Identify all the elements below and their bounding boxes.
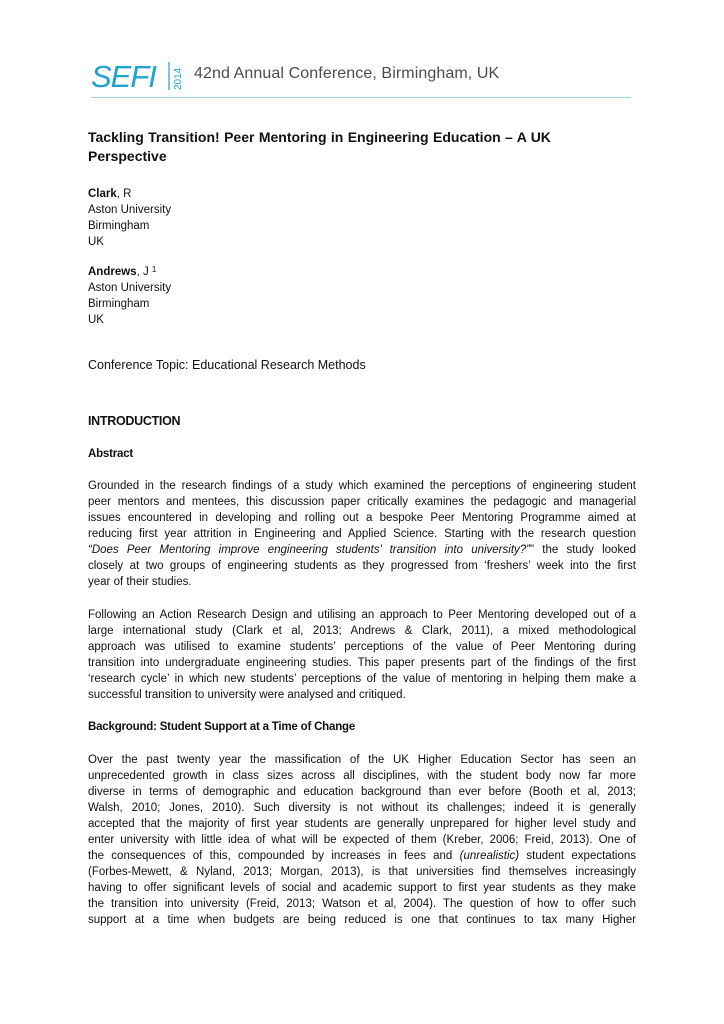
text-line: Walsh, 2010; Jones, 2010). Such diversity is not without its challenges; indeed it is generally [88,802,636,814]
text-line: Grounded in the research findings of a study which examined the perceptions of engineering student [88,480,636,492]
text-line: transition into undergraduate engineering studies. This paper presents part of the findings of the first [88,657,636,669]
conference-topic: Conference Topic: Educational Research Methods [88,358,366,372]
title-line-2: Perspective [88,148,167,164]
author-footnote-marker: 1 [151,265,157,274]
section-heading-introduction: INTRODUCTION [88,414,181,428]
text-line: accepted that the majority of first year students are generally unprepared for higher level study and [88,818,636,830]
author-block [88,186,388,250]
author-affiliation-country: UK [88,236,104,248]
author-name: Clark, R [88,188,132,200]
subheading-abstract: Abstract [88,448,134,460]
text-line: issues encountered in developing and rolling out a bespoke Peer Mentoring Programme aimed at [88,512,636,524]
author-block [88,264,388,328]
abstract-paragraph-2 [88,607,636,703]
text-line: successful transition to university were analysed and critiqued. [88,689,406,701]
svg-text:SEFI: SEFI [91,59,156,94]
text-line: closely at two groups of engineering students as they progressed from ‘freshers’ week into the first [88,560,636,572]
text-line: year of their studies. [88,576,192,588]
text-line: unprecedented growth in class sizes across all disciplines, with the student body now far more [88,770,636,782]
sefi-logo [91,58,191,94]
author-name: Andrews, J $^1$ [88,265,157,278]
text-line: approach was utilised to examine students’ perceptions of the value of Peer Mentoring during [88,641,636,653]
research-question: “Does Peer Mentoring improve engineering students’ transition into university?” [88,544,530,556]
emphasis-text: (unrealistic) [459,850,520,862]
text-line: Following an Action Research Design and utilising an approach to Peer Mentoring developed out of a [88,609,636,621]
author-affiliation-city: Birmingham [88,298,150,310]
text-line: Over the past twenty year the massification of the UK Higher Education Sector has seen an [88,754,636,766]
title-line-1: Tackling Transition! Peer Mentoring in Engineering Education – A UK [88,129,551,145]
subheading-background: Background: Student Support at a Time of Change [88,721,356,733]
conference-header [91,58,651,98]
header-divider [91,97,631,98]
abstract-paragraph-1 [88,478,636,590]
author-affiliation-country: UK [88,314,104,326]
text-line: reducing first year attrition in Engineering and Applied Science. Starting with the research question [88,528,636,540]
text-line: enter university with little idea of what will be expected of them (Kreber, 2006; Freid, 2013). One of [88,834,636,846]
text-line: ‘research cycle’ in which new students’ perceptions of the value of mentoring in helping them make a [88,673,636,685]
author-affiliation-institution: Aston University [88,282,172,294]
text-line: having to offer significant levels of social and academic support to first year students as they make [88,882,636,894]
conference-title: 42nd Annual Conference, Birmingham, UK [194,65,500,82]
text-line: support at a time when budgets are being reduced is one that continues to tax many Higher [88,914,636,926]
svg-text:2014: 2014 [173,67,184,90]
text-line: the consequences of this, compounded by increases in fees and (unrealistic) student expectations [88,850,636,862]
author-affiliation-institution: Aston University [88,204,172,216]
author-affiliation-city: Birmingham [88,220,150,232]
paper-title [88,128,648,166]
text-line: diverse in terms of demographic and education background than ever before (Booth et al, 2013; [88,786,636,798]
background-paragraph [88,752,636,928]
text-line: “Does Peer Mentoring improve engineering students’ transition into university?”" the study looked [88,544,636,556]
text-line: large international study (Clark et al, 2013; Andrews & Clark, 2011), a mixed methodological [88,625,636,637]
text-line: (Forbes-Mewett, & Nyland, 2013; Morgan, 2013), is that universities find themselves increasingly [88,866,636,878]
text-line: peer mentors and mentees, this discussion paper critically examines the pedagogic and managerial [88,496,636,508]
text-line: the transition into university (Freid, 2013; Watson et al, 2004). The question of how to offer such [88,898,636,910]
